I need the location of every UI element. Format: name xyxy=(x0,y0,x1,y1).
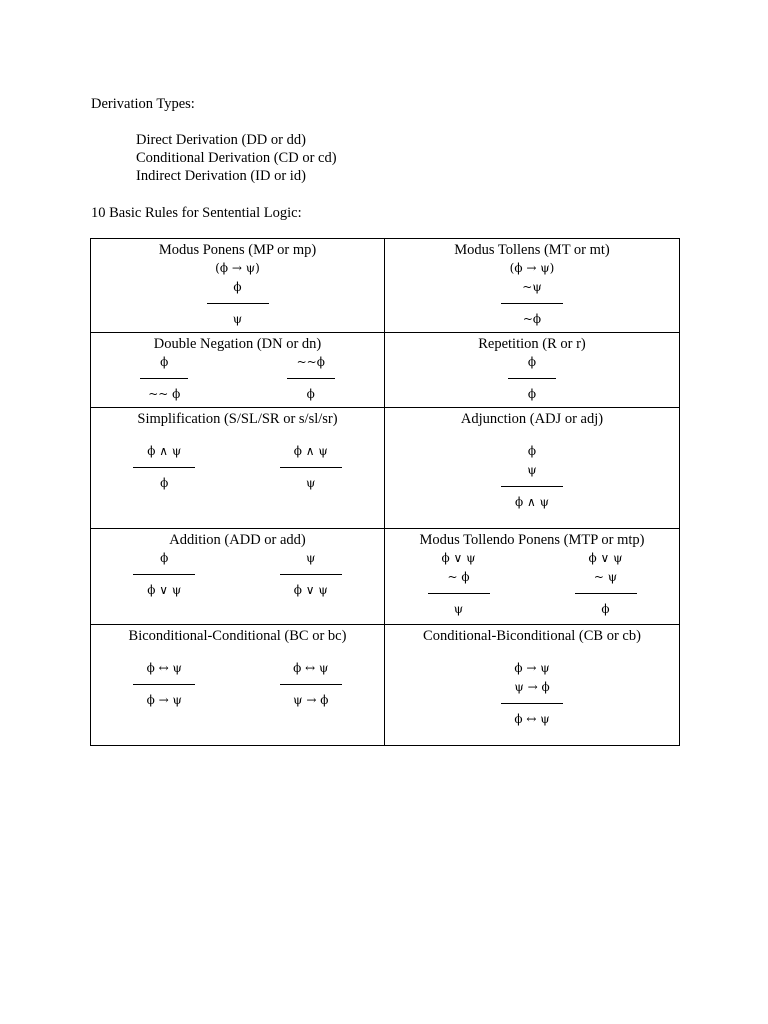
rule-form xyxy=(256,549,366,600)
premise: ψ xyxy=(527,463,537,477)
rule-form xyxy=(109,353,219,404)
rule-cell-adjunction xyxy=(385,408,680,529)
premise: ψ xyxy=(306,551,316,565)
inference-line xyxy=(280,467,342,468)
rule-form xyxy=(256,442,366,493)
conclusion: ~ϕ xyxy=(522,312,542,326)
rule-title: Repetition (R or r) xyxy=(478,336,586,352)
inference-line xyxy=(133,467,195,468)
rule-form xyxy=(109,442,219,493)
rule-cell-addition xyxy=(91,529,385,625)
rule-form xyxy=(256,659,366,710)
premise: ~ ψ xyxy=(593,570,618,584)
derivation-type-item: Direct Derivation (DD or dd) xyxy=(136,132,306,148)
premise: ~ ϕ xyxy=(447,570,470,584)
conclusion: ψ → ϕ xyxy=(293,693,329,707)
rule-cell-modus-ponens xyxy=(91,239,385,333)
rule-title: Simplification (S/SL/SR or s/sl/sr) xyxy=(137,411,338,427)
rule-cell-double-negation xyxy=(91,333,385,408)
rule-title: Addition (ADD or add) xyxy=(169,532,306,548)
premise: (ϕ → ψ) xyxy=(215,261,260,275)
premise: ~ψ xyxy=(522,280,542,294)
rule-cell-conditional-biconditional xyxy=(385,625,680,746)
premise: ϕ ∧ ψ xyxy=(147,444,182,458)
premise: ϕ → ψ xyxy=(514,661,550,675)
conclusion: ϕ xyxy=(601,602,610,616)
inference-line xyxy=(501,703,563,704)
premise: ϕ ↔ ψ xyxy=(293,661,329,675)
rule-title: Modus Tollens (MT or mt) xyxy=(454,242,610,258)
premise: ϕ ∧ ψ xyxy=(293,444,328,458)
conclusion: ψ xyxy=(453,602,464,616)
conclusion: ϕ ↔ ψ xyxy=(514,712,550,726)
derivation-type-item: Conditional Derivation (CD or cd) xyxy=(136,150,337,166)
rule-title: Conditional-Biconditional (CB or cb) xyxy=(423,628,641,644)
conclusion: ϕ ∧ ψ xyxy=(514,495,549,509)
inference-line xyxy=(140,378,188,379)
rule-form xyxy=(404,549,514,619)
conclusion: ϕ xyxy=(527,387,537,401)
inference-line xyxy=(428,593,490,594)
rules-heading: 10 Basic Rules for Sentential Logic: xyxy=(91,205,302,221)
rule-title: Modus Ponens (MP or mp) xyxy=(158,242,317,258)
rule-cell-simplification xyxy=(91,408,385,529)
conclusion: ψ xyxy=(306,476,316,490)
rule-form xyxy=(109,659,219,710)
rule-cell-biconditional-conditional xyxy=(91,625,385,746)
rule-form xyxy=(109,549,219,600)
inference-line xyxy=(133,684,195,685)
premise: ϕ xyxy=(527,355,537,369)
rule-form xyxy=(256,353,366,404)
conclusion: ~~ ϕ xyxy=(148,387,181,401)
premise: ϕ xyxy=(527,444,537,458)
rule-title: Biconditional-Conditional (BC or bc) xyxy=(128,628,347,644)
inference-line xyxy=(287,378,335,379)
conclusion: ϕ xyxy=(306,387,315,401)
derivation-types-list xyxy=(136,131,337,185)
inference-line xyxy=(501,303,563,304)
rule-title: Double Negation (DN or dn) xyxy=(153,336,322,352)
rule-title: Adjunction (ADJ or adj) xyxy=(460,411,604,427)
conclusion: ϕ → ψ xyxy=(146,693,182,707)
inference-line xyxy=(280,684,342,685)
derivation-types-heading: Derivation Types: xyxy=(91,96,195,112)
conclusion: ψ xyxy=(232,312,243,326)
rule-form xyxy=(551,549,661,619)
premise: ϕ xyxy=(160,355,169,369)
premise: ϕ ∨ ψ xyxy=(588,551,623,565)
inference-line xyxy=(508,378,556,379)
premise: ϕ ↔ ψ xyxy=(146,661,182,675)
inference-line xyxy=(133,574,195,575)
premise: ϕ xyxy=(160,551,169,565)
derivation-type-item: Indirect Derivation (ID or id) xyxy=(136,168,306,184)
premise: (ϕ → ψ) xyxy=(509,261,555,275)
conclusion: ϕ ∨ ψ xyxy=(293,583,328,597)
rule-title: Modus Tollendo Ponens (MTP or mtp) xyxy=(419,532,645,548)
rule-cell-modus-tollendo-ponens xyxy=(385,529,680,625)
inference-line xyxy=(207,303,269,304)
premise: ϕ xyxy=(233,280,242,294)
rules-table xyxy=(90,238,680,746)
inference-line xyxy=(280,574,342,575)
premise: ~~ϕ xyxy=(296,355,325,369)
conclusion: ϕ xyxy=(160,476,169,490)
inference-line xyxy=(501,486,563,487)
conclusion: ϕ ∨ ψ xyxy=(147,583,182,597)
inference-line xyxy=(575,593,637,594)
rule-cell-repetition xyxy=(385,333,680,408)
premise: ϕ ∨ ψ xyxy=(441,551,476,565)
premise: ψ → ϕ xyxy=(514,680,550,694)
rule-cell-modus-tollens xyxy=(385,239,680,333)
